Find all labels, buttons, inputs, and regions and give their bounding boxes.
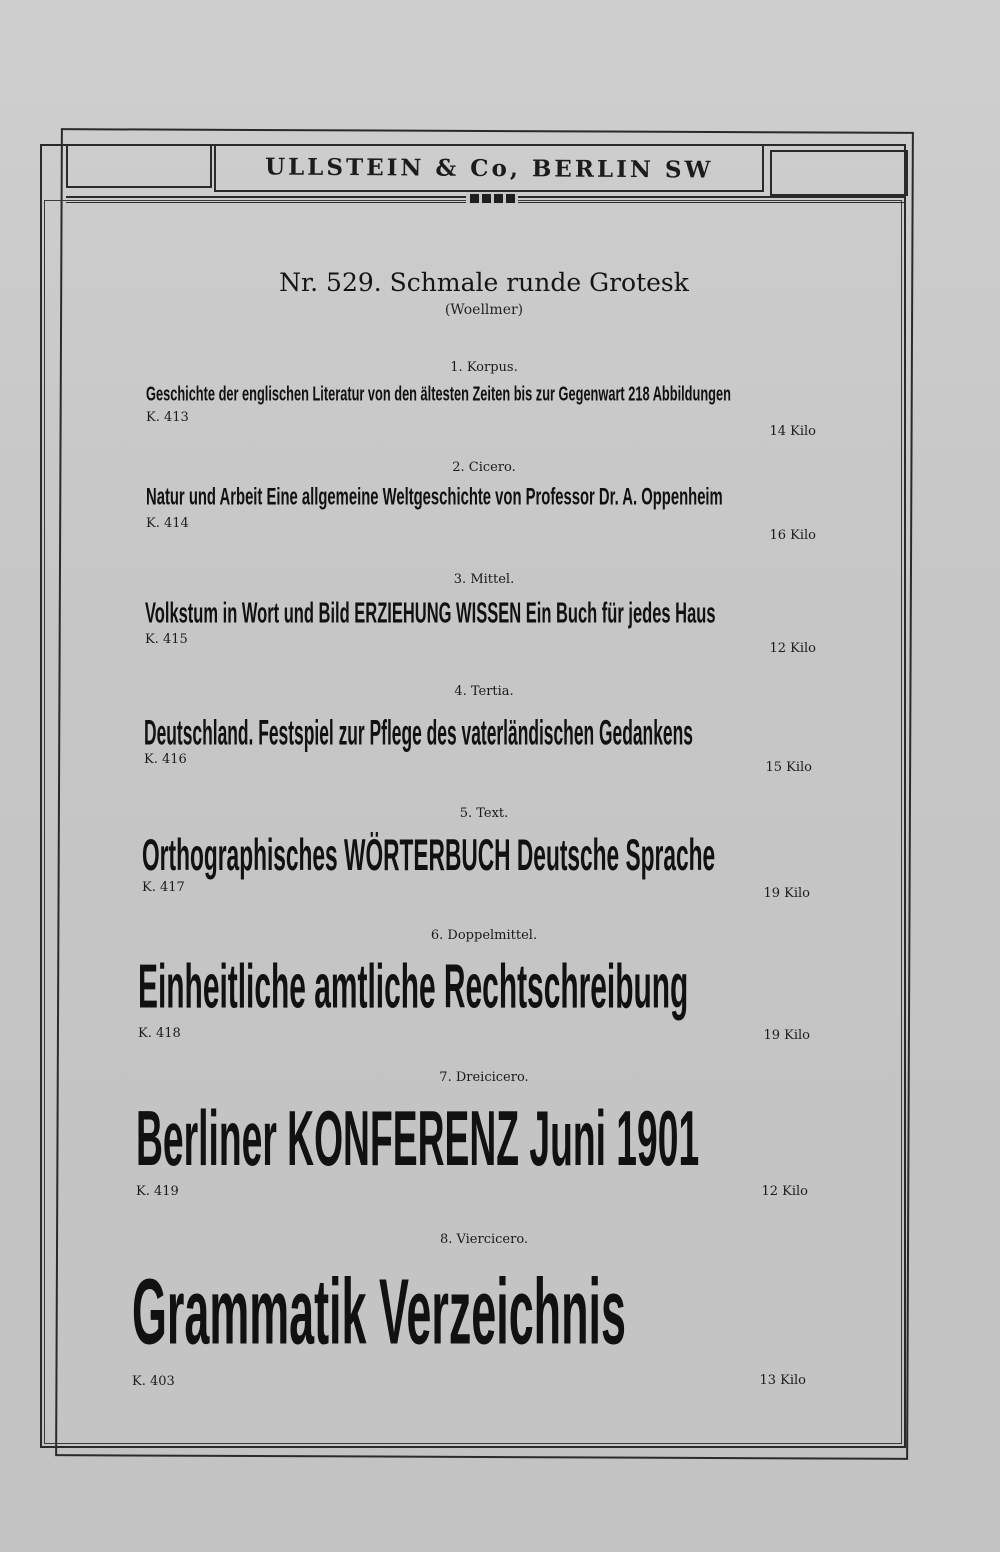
specimen-text: Geschichte der englischen Literatur von den ältesten Zeiten bis zur Gegenwart 218 Abbildungen [146, 384, 731, 406]
size-label: 7. Dreicicero. [439, 1070, 529, 1085]
size-label: 4. Tertia. [454, 684, 514, 699]
catalog-code: K. 417 [142, 880, 185, 895]
header-ornament [466, 192, 518, 204]
weight-label: 19 Kilo [763, 1028, 810, 1043]
header-box-center [214, 144, 764, 192]
weight-label: 12 Kilo [769, 641, 816, 656]
catalog-code: K. 419 [136, 1184, 179, 1199]
catalog-code: K. 418 [138, 1026, 181, 1041]
catalog-code: K. 403 [132, 1374, 175, 1389]
specimen-text: Berliner KONFERENZ Juni 1901 [136, 1095, 700, 1183]
specimen-text: Volkstum in Wort und Bild ERZIEHUNG WISSEN Ein Buch für jedes Haus [145, 596, 716, 629]
weight-label: 15 Kilo [765, 760, 812, 775]
catalog-code: K. 413 [146, 410, 189, 425]
size-label: 5. Text. [459, 806, 509, 821]
catalog-code: K. 416 [144, 752, 187, 767]
catalog-code: K. 415 [145, 632, 188, 647]
page-subtitle: (Woellmer) [444, 302, 524, 318]
header-box-right [770, 150, 908, 196]
weight-label: 19 Kilo [763, 886, 810, 901]
publisher-name: ULLSTEIN & Co, BERLIN SW [264, 152, 714, 184]
specimen-text: Einheitliche amtliche Rechtschreibung [138, 952, 689, 1022]
weight-label: 14 Kilo [769, 424, 816, 439]
size-label: 1. Korpus. [450, 360, 518, 375]
size-label: 6. Doppelmittel. [430, 928, 538, 943]
size-label: 2. Cicero. [452, 460, 516, 475]
size-label: 8. Viercicero. [439, 1232, 529, 1247]
specimen-text: Grammatik Verzeichnis [132, 1259, 626, 1363]
page-title: Nr. 529. Schmale runde Grotesk [279, 268, 689, 297]
specimen-text: Deutschland. Festspiel zur Pflege des vaterländischen Gedankens [144, 712, 693, 753]
weight-label: 12 Kilo [761, 1184, 808, 1199]
specimen-text: Natur und Arbeit Eine allgemeine Weltgeschichte von Professor Dr. A. Oppenheim [146, 484, 723, 511]
weight-label: 13 Kilo [759, 1373, 806, 1388]
catalog-code: K. 414 [146, 516, 189, 531]
weight-label: 16 Kilo [769, 528, 816, 543]
header-box-left [66, 144, 212, 188]
size-label: 3. Mittel. [453, 572, 515, 587]
specimen-text: Orthographisches WÖRTERBUCH Deutsche Sprache [142, 830, 716, 880]
